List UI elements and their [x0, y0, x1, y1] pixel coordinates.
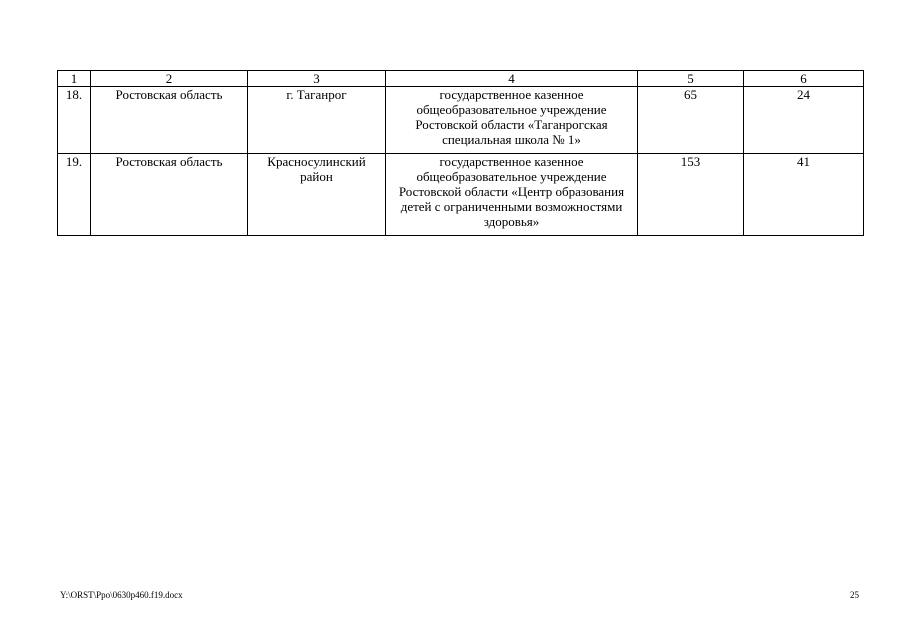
row-number-cell: 19.	[58, 154, 91, 236]
region-cell: Ростовская область	[91, 154, 248, 236]
table-row	[58, 154, 864, 236]
header-cell: 1	[58, 71, 91, 87]
header-cell: 4	[386, 71, 638, 87]
col6-cell: 24	[744, 87, 864, 154]
institution-cell: государственное казенное общеобразовательное учреждение Ростовской области «Центр образования детей с ограниченными возможностями здоровья»	[386, 154, 638, 236]
footer-file-path: Y:\ORST\Ppo\0630p460.f19.docx	[60, 590, 183, 600]
header-cell: 5	[638, 71, 744, 87]
region-cell: Ростовская область	[91, 87, 248, 154]
table-header-row	[58, 71, 864, 87]
col5-cell: 153	[638, 154, 744, 236]
data-table	[57, 70, 864, 236]
row-number-cell: 18.	[58, 87, 91, 154]
header-cell: 3	[248, 71, 386, 87]
col5-cell: 65	[638, 87, 744, 154]
col6-cell: 41	[744, 154, 864, 236]
city-cell: Красносулинский район	[248, 154, 386, 236]
city-cell: г. Таганрог	[248, 87, 386, 154]
footer-page-number: 25	[850, 590, 859, 600]
header-cell: 2	[91, 71, 248, 87]
header-cell: 6	[744, 71, 864, 87]
institution-cell: государственное казенное общеобразовательное учреждение Ростовской области «Таганрогская специальная школа № 1»	[386, 87, 638, 154]
table-row	[58, 87, 864, 154]
